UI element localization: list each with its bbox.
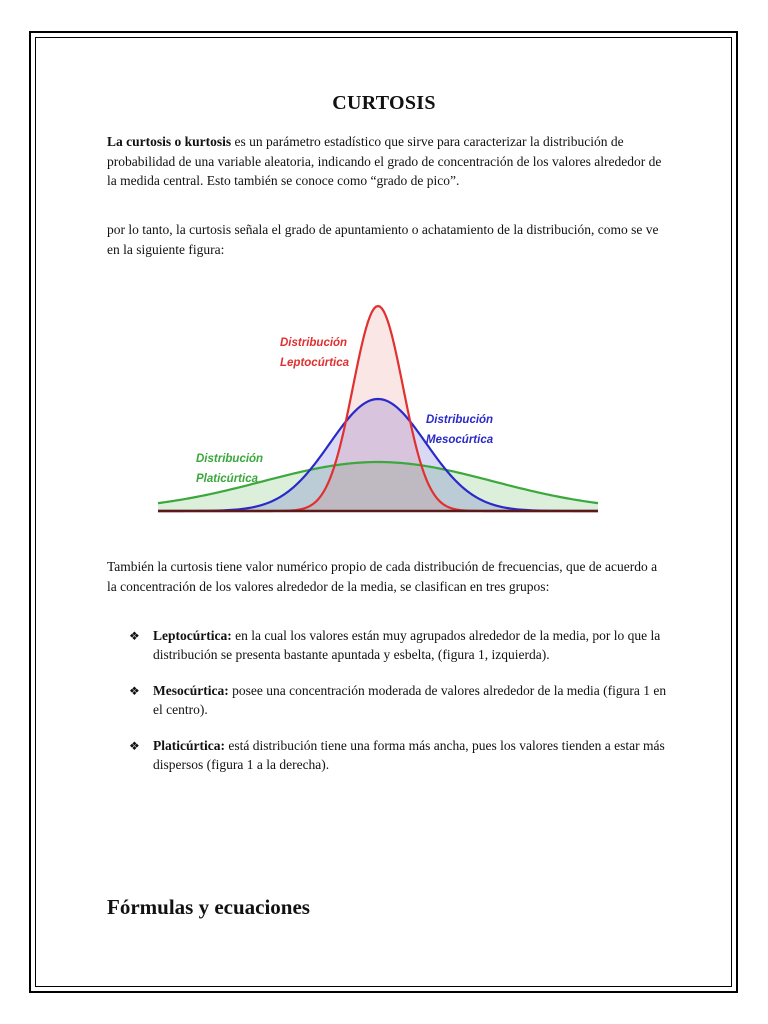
intro-paragraph	[107, 132, 667, 191]
label-plati-line1: Distribución	[196, 453, 264, 465]
classification-paragraph: También la curtosis tiene valor numérico propio de cada distribución de frecuencias, que de acuerdo a la concentración de los valores alrededor de la media, se clasifican en tres grupos:	[107, 559, 658, 594]
list-item-term: Platicúrtica:	[153, 738, 225, 753]
kurtosis-types-list	[127, 627, 667, 792]
list-item-term: Leptocúrtica:	[153, 628, 232, 643]
figure-intro-paragraph: por lo tanto, la curtosis señala el grado de apuntamiento o achatamiento de la distribución, como se ve en la siguiente figura:	[107, 222, 659, 257]
label-plati-line2: Platicúrtica	[196, 473, 258, 485]
page-title: CURTOSIS	[332, 92, 436, 114]
list-item-meso	[127, 682, 667, 719]
label-meso-line2: Mesocúrtica	[426, 434, 494, 446]
label-lepto-line2: Leptocúrtica	[280, 357, 350, 369]
list-item-lepto	[127, 627, 667, 664]
list-item-term: Mesocúrtica:	[153, 683, 229, 698]
diamond-bullet-icon: ❖	[129, 629, 140, 643]
kurtosis-figure	[150, 290, 610, 520]
list-item-plati	[127, 737, 667, 774]
section-heading: Fórmulas y ecuaciones	[107, 895, 310, 919]
intro-text: es un parámetro estadístico que sirve para caracterizar la distribución de probabilidad de una variable aleatoria, indicando el grado de concentración de los valores alrededor de la medida central. Esto también se conoce como “grado de pico”.	[107, 134, 662, 188]
list-item-text: en la cual los valores están muy agrupados alrededor de la media, por lo que la distribución se presenta bastante apuntada y esbelta, (figura 1, izquierda).	[153, 628, 661, 662]
label-lepto-line1: Distribución	[280, 337, 348, 349]
list-item-text: posee una concentración moderada de valores alrededor de la media (figura 1 en el centro).	[153, 683, 667, 717]
diamond-bullet-icon: ❖	[129, 684, 140, 698]
list-item-text: está distribución tiene una forma más ancha, pues los valores tienden a estar más dispersos (figura 1 a la derecha).	[153, 738, 665, 772]
intro-term: La curtosis o kurtosis	[107, 134, 232, 149]
diamond-bullet-icon: ❖	[129, 739, 140, 753]
label-meso-line1: Distribución	[426, 414, 494, 426]
